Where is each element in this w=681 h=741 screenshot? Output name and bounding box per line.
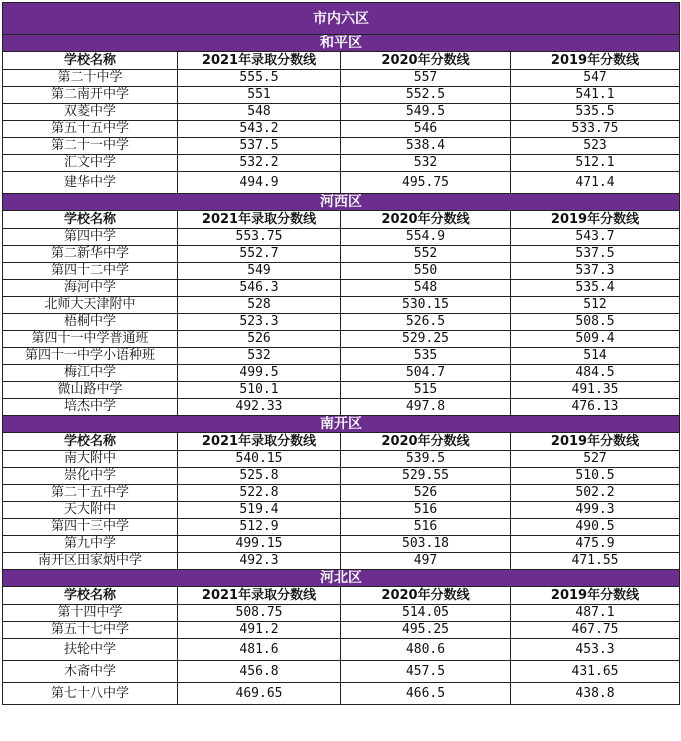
district-row	[3, 194, 680, 211]
table-row	[3, 331, 680, 348]
school-name-cell: 天大附中	[3, 502, 178, 519]
score-cell: 469.65	[178, 683, 341, 705]
header-row	[3, 52, 680, 70]
table-title: 市内六区	[3, 3, 680, 35]
score-cell: 514.05	[341, 605, 511, 622]
score-cell: 466.5	[341, 683, 511, 705]
score-cell: 484.5	[511, 365, 680, 382]
score-cell: 492.3	[178, 553, 341, 570]
school-name-cell: 第二十一中学	[3, 138, 178, 155]
district-name: 河北区	[3, 570, 680, 587]
score-cell: 551	[178, 87, 341, 104]
table-row	[3, 280, 680, 297]
score-cell: 537.5	[511, 246, 680, 263]
table-row	[3, 661, 680, 683]
table-row	[3, 622, 680, 639]
score-cell: 487.1	[511, 605, 680, 622]
score-cell: 480.6	[341, 639, 511, 661]
school-name-cell: 第四十二中学	[3, 263, 178, 280]
table-row	[3, 246, 680, 263]
score-cell: 471.55	[511, 553, 680, 570]
column-header: 2019年分数线	[511, 587, 680, 605]
school-name-cell: 南大附中	[3, 451, 178, 468]
score-cell: 525.8	[178, 468, 341, 485]
score-cell: 541.1	[511, 87, 680, 104]
score-cell: 522.8	[178, 485, 341, 502]
score-cell: 516	[341, 519, 511, 536]
column-header: 2019年分数线	[511, 211, 680, 229]
score-cell: 549	[178, 263, 341, 280]
school-name-cell: 第五十五中学	[3, 121, 178, 138]
school-name-cell: 崇化中学	[3, 468, 178, 485]
score-cell: 552.7	[178, 246, 341, 263]
score-cell: 530.15	[341, 297, 511, 314]
school-name-cell: 第二南开中学	[3, 87, 178, 104]
score-cell: 514	[511, 348, 680, 365]
table-row	[3, 639, 680, 661]
score-cell: 503.18	[341, 536, 511, 553]
score-cell: 495.25	[341, 622, 511, 639]
score-cell: 557	[341, 70, 511, 87]
score-cell: 508.5	[511, 314, 680, 331]
table-row	[3, 70, 680, 87]
score-cell: 543.2	[178, 121, 341, 138]
district-row	[3, 416, 680, 433]
table-row	[3, 451, 680, 468]
score-cell: 526	[178, 331, 341, 348]
score-cell: 537.3	[511, 263, 680, 280]
school-name-cell: 第四十三中学	[3, 519, 178, 536]
school-name-cell: 木斋中学	[3, 661, 178, 683]
column-header: 2020年分数线	[341, 433, 511, 451]
header-row	[3, 211, 680, 229]
school-name-cell: 第七十八中学	[3, 683, 178, 705]
score-cell: 495.75	[341, 172, 511, 194]
header-row	[3, 433, 680, 451]
score-cell: 476.13	[511, 399, 680, 416]
score-cell: 548	[178, 104, 341, 121]
school-name-cell: 汇文中学	[3, 155, 178, 172]
score-cell: 509.4	[511, 331, 680, 348]
score-table	[2, 2, 680, 705]
district-row	[3, 35, 680, 52]
school-name-cell: 北师大天津附中	[3, 297, 178, 314]
column-header: 学校名称	[3, 52, 178, 70]
score-cell: 535	[341, 348, 511, 365]
score-cell: 523	[511, 138, 680, 155]
table-row	[3, 536, 680, 553]
score-cell: 490.5	[511, 519, 680, 536]
score-cell: 515	[341, 382, 511, 399]
score-cell: 550	[341, 263, 511, 280]
score-cell: 533.75	[511, 121, 680, 138]
school-name-cell: 第二十五中学	[3, 485, 178, 502]
column-header: 2021年录取分数线	[178, 211, 341, 229]
score-table-container	[2, 2, 679, 705]
column-header: 2020年分数线	[341, 211, 511, 229]
score-cell: 529.55	[341, 468, 511, 485]
table-row	[3, 172, 680, 194]
score-cell: 540.15	[178, 451, 341, 468]
score-cell: 510.1	[178, 382, 341, 399]
score-cell: 543.7	[511, 229, 680, 246]
column-header: 学校名称	[3, 587, 178, 605]
score-cell: 549.5	[341, 104, 511, 121]
table-row	[3, 605, 680, 622]
school-name-cell: 梅江中学	[3, 365, 178, 382]
score-cell: 527	[511, 451, 680, 468]
score-cell: 499.3	[511, 502, 680, 519]
school-name-cell: 第四十一中学普通班	[3, 331, 178, 348]
column-header: 2019年分数线	[511, 52, 680, 70]
score-cell: 554.9	[341, 229, 511, 246]
score-cell: 510.5	[511, 468, 680, 485]
score-cell: 499.5	[178, 365, 341, 382]
score-cell: 532	[178, 348, 341, 365]
table-row	[3, 683, 680, 705]
school-name-cell: 第四中学	[3, 229, 178, 246]
score-cell: 512.1	[511, 155, 680, 172]
table-row	[3, 399, 680, 416]
table-row	[3, 468, 680, 485]
school-name-cell: 第五十七中学	[3, 622, 178, 639]
score-cell: 494.9	[178, 172, 341, 194]
score-cell: 481.6	[178, 639, 341, 661]
school-name-cell: 第二十中学	[3, 70, 178, 87]
district-row	[3, 570, 680, 587]
score-cell: 529.25	[341, 331, 511, 348]
score-cell: 526	[341, 485, 511, 502]
score-cell: 467.75	[511, 622, 680, 639]
score-cell: 519.4	[178, 502, 341, 519]
table-title-row	[3, 3, 680, 35]
score-cell: 535.5	[511, 104, 680, 121]
score-cell: 457.5	[341, 661, 511, 683]
score-cell: 538.4	[341, 138, 511, 155]
score-cell: 492.33	[178, 399, 341, 416]
district-name: 河西区	[3, 194, 680, 211]
score-cell: 456.8	[178, 661, 341, 683]
school-name-cell: 扶轮中学	[3, 639, 178, 661]
table-row	[3, 485, 680, 502]
table-row	[3, 314, 680, 331]
score-cell: 502.2	[511, 485, 680, 502]
school-name-cell: 微山路中学	[3, 382, 178, 399]
district-name: 和平区	[3, 35, 680, 52]
column-header: 2019年分数线	[511, 433, 680, 451]
score-cell: 491.2	[178, 622, 341, 639]
column-header: 2021年录取分数线	[178, 52, 341, 70]
score-cell: 553.75	[178, 229, 341, 246]
school-name-cell: 梧桐中学	[3, 314, 178, 331]
column-header: 2020年分数线	[341, 52, 511, 70]
score-cell: 475.9	[511, 536, 680, 553]
table-row	[3, 104, 680, 121]
table-row	[3, 297, 680, 314]
score-cell: 532.2	[178, 155, 341, 172]
table-row	[3, 348, 680, 365]
score-cell: 552	[341, 246, 511, 263]
score-cell: 528	[178, 297, 341, 314]
table-row	[3, 553, 680, 570]
district-name: 南开区	[3, 416, 680, 433]
school-name-cell: 南开区田家炳中学	[3, 553, 178, 570]
school-name-cell: 第二新华中学	[3, 246, 178, 263]
score-cell: 532	[341, 155, 511, 172]
score-cell: 504.7	[341, 365, 511, 382]
school-name-cell: 海河中学	[3, 280, 178, 297]
score-cell: 497	[341, 553, 511, 570]
score-cell: 431.65	[511, 661, 680, 683]
score-cell: 491.35	[511, 382, 680, 399]
score-cell: 546.3	[178, 280, 341, 297]
score-cell: 548	[341, 280, 511, 297]
table-row	[3, 121, 680, 138]
score-cell: 499.15	[178, 536, 341, 553]
table-row	[3, 519, 680, 536]
column-header: 2021年录取分数线	[178, 433, 341, 451]
score-cell: 539.5	[341, 451, 511, 468]
table-row	[3, 263, 680, 280]
score-cell: 546	[341, 121, 511, 138]
school-name-cell: 第四十一中学小语种班	[3, 348, 178, 365]
school-name-cell: 建华中学	[3, 172, 178, 194]
score-cell: 512	[511, 297, 680, 314]
score-cell: 526.5	[341, 314, 511, 331]
score-cell: 453.3	[511, 639, 680, 661]
score-cell: 497.8	[341, 399, 511, 416]
score-cell: 438.8	[511, 683, 680, 705]
table-row	[3, 502, 680, 519]
table-row	[3, 138, 680, 155]
table-row	[3, 155, 680, 172]
score-cell: 535.4	[511, 280, 680, 297]
school-name-cell: 培杰中学	[3, 399, 178, 416]
column-header: 2020年分数线	[341, 587, 511, 605]
score-cell: 508.75	[178, 605, 341, 622]
score-cell: 537.5	[178, 138, 341, 155]
table-row	[3, 229, 680, 246]
score-cell: 547	[511, 70, 680, 87]
header-row	[3, 587, 680, 605]
table-row	[3, 87, 680, 104]
school-name-cell: 第九中学	[3, 536, 178, 553]
score-cell: 516	[341, 502, 511, 519]
score-cell: 523.3	[178, 314, 341, 331]
school-name-cell: 第十四中学	[3, 605, 178, 622]
score-cell: 552.5	[341, 87, 511, 104]
score-cell: 512.9	[178, 519, 341, 536]
table-row	[3, 365, 680, 382]
score-cell: 471.4	[511, 172, 680, 194]
score-cell: 555.5	[178, 70, 341, 87]
column-header: 学校名称	[3, 211, 178, 229]
table-row	[3, 382, 680, 399]
column-header: 学校名称	[3, 433, 178, 451]
column-header: 2021年录取分数线	[178, 587, 341, 605]
school-name-cell: 双菱中学	[3, 104, 178, 121]
